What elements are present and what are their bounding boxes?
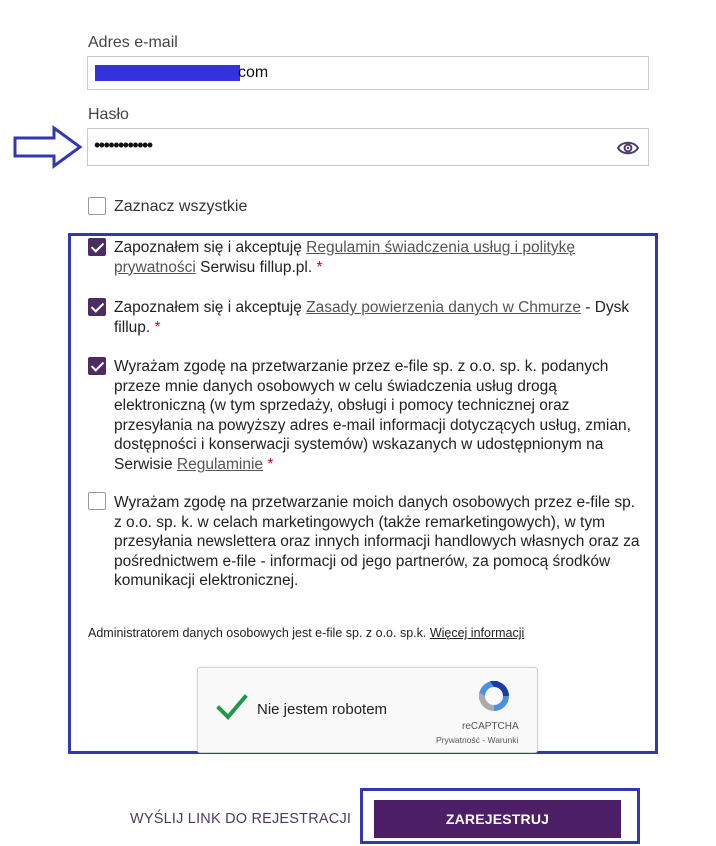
consent-cloud-text: Zapoznałem się i akceptuję Zasady powierzenia danych w Chmurze - Dysk fillup. * <box>114 299 630 336</box>
email-label: Adres e-mail <box>88 34 178 51</box>
email-input[interactable] <box>87 56 649 90</box>
consent-cloud-checkbox[interactable] <box>88 298 106 316</box>
eye-icon[interactable] <box>616 138 640 158</box>
annotation-arrow-icon <box>12 124 84 170</box>
recaptcha-widget <box>197 667 538 753</box>
consent-processing-text: Wyrażam zgodę na przetwarzanie przez e-file sp. z o.o. sp. k. podanych przeze mnie danych osobowych w celu świadczenia usług drogą elektroniczną (w tym sprzedaży, obsługi i pomocy technicznej oraz przesyłania na powyższy adres e-mail informacji dotyczących usług, zmian, dostępności i konserwacji systemów) wskazanych w udostępnionym na Serwisie Regulaminie * <box>114 358 631 473</box>
register-button[interactable]: ZAREJESTRUJ <box>374 800 621 838</box>
checkmark-icon[interactable] <box>216 692 248 722</box>
more-info-link[interactable]: Więcej informacji <box>429 626 525 640</box>
password-label: Hasło <box>88 106 129 123</box>
email-redaction <box>95 65 240 81</box>
send-registration-link-button[interactable]: WYŚLIJ LINK DO REJESTRACJI <box>130 811 352 827</box>
email-value-suffix: com <box>238 64 269 81</box>
recaptcha-brand: reCAPTCHA <box>462 721 519 732</box>
consent-terms-text: Zapoznałem się i akceptuję Regulamin świadczenia usług i politykę prywatności Serwisu fillup.pl. * <box>114 239 575 276</box>
recaptcha-terms-link[interactable]: Warunki <box>487 735 519 745</box>
consent-marketing-text: Wyrażam zgodę na przetwarzanie moich danych osobowych przez e-file sp. z o.o. sp. k. w celach marketingowych (także remarketingowych), w tym przesyłania newslettera oraz innych informacji handlowych własnych oraz za pośrednictwem e-file - informacji od jego partnerów, za pomocą środków komunikacji elektronicznej. <box>114 494 640 589</box>
admin-note: Administratorem danych osobowych jest e-file sp. z o.o. sp.k. Więcej informacji <box>88 626 525 640</box>
recaptcha-label: Nie jestem robotem <box>257 701 388 718</box>
cloud-policy-link[interactable]: Zasady powierzenia danych w Chmurze <box>306 299 581 316</box>
password-input[interactable] <box>87 128 649 166</box>
recaptcha-privacy-link[interactable]: Prywatność <box>436 735 480 745</box>
select-all-checkbox[interactable] <box>88 197 106 215</box>
consent-processing-checkbox[interactable] <box>88 357 106 375</box>
recaptcha-links: Prywatność - Warunki <box>436 735 519 745</box>
terms-link[interactable]: Regulamin świadczenia usług i politykę prywatności <box>114 239 575 276</box>
password-masked-value: •••••••••••• <box>94 135 152 155</box>
recaptcha-logo-icon <box>476 678 512 714</box>
regulations-link[interactable]: Regulaminie <box>176 455 264 473</box>
consent-marketing-checkbox[interactable] <box>88 492 106 510</box>
select-all-label: Zaznacz wszystkie <box>114 198 248 215</box>
consent-terms-checkbox[interactable] <box>88 238 106 256</box>
